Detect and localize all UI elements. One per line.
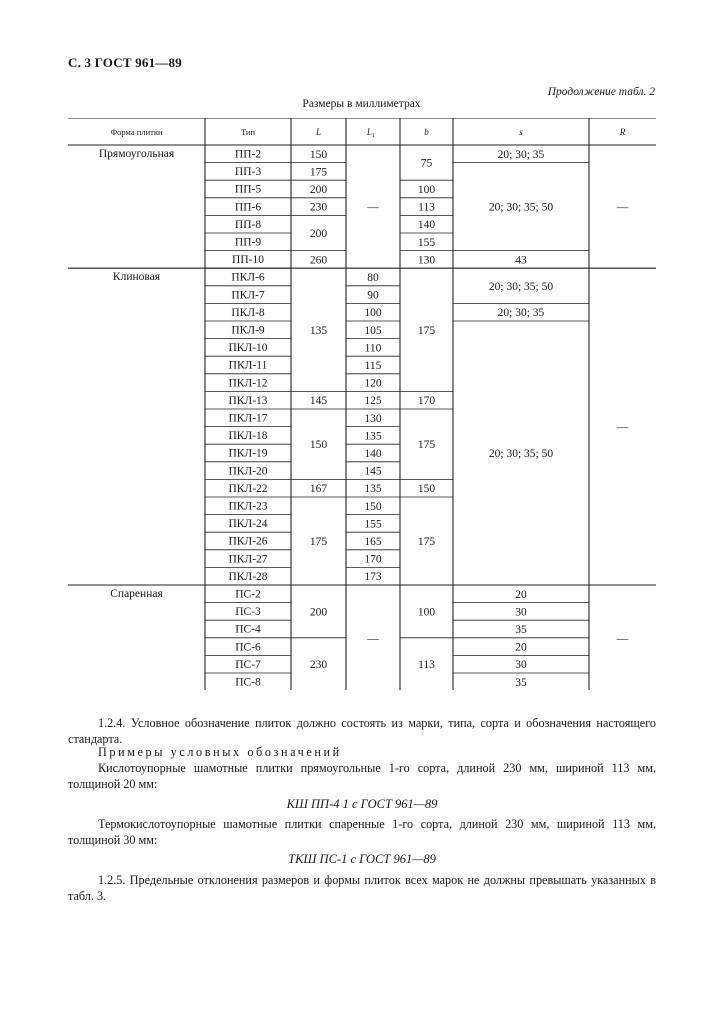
example-1-text: Кислотоупорные шамотные плитки прямоугольные 1-го сорта, длиной 230 мм, шириной 113 мм, толщиной 20 мм: (68, 761, 656, 791)
s-cell: 20 (515, 588, 527, 601)
type-cell: ПКЛ-7 (231, 289, 265, 302)
type-cell: ПКЛ-12 (228, 377, 268, 390)
l1-cell: 165 (364, 536, 382, 548)
l1-cell: 170 (364, 553, 382, 566)
l1-cell: 150 (364, 500, 382, 513)
type-cell: ПС-7 (235, 658, 261, 671)
type-cell: ПС-6 (235, 641, 261, 654)
s-cell: 20; 30; 35 (497, 148, 545, 161)
l1-cell: 125 (364, 395, 382, 408)
l1-cell: 120 (364, 377, 382, 390)
l1-cell: 80 (367, 272, 379, 284)
l1-cell: 100 (364, 307, 382, 320)
b-cell: 175 (417, 439, 436, 452)
l-cell: 145 (309, 395, 328, 408)
s-cell: 20; 30; 35; 50 (488, 448, 554, 460)
b-cell: 75 (420, 157, 433, 170)
paragraph-1-2-5: 1.2.5. Предельные отклонения размеров и формы плиток всех марок не должны превышать указанных в табл. 3. (68, 873, 656, 903)
l1-cell: 105 (364, 324, 382, 337)
l-cell: 200 (309, 606, 328, 619)
b-cell: 175 (417, 536, 436, 548)
type-cell: ПП-5 (234, 183, 262, 196)
header-l: L (315, 127, 322, 137)
type-cell: ПС-2 (235, 588, 261, 601)
s-cell: 30 (515, 606, 527, 619)
example-2-designation: ТКШ ПС-1 с ГОСТ 961—89 (288, 852, 436, 866)
type-cell: ПКЛ-8 (231, 306, 265, 319)
table-continuation-label: Продолжение табл. 2 (547, 86, 655, 98)
l-cell: 175 (309, 166, 328, 179)
type-cell: ПС-3 (235, 606, 261, 619)
dimensions-table (68, 118, 656, 690)
type-cell: ПКЛ-9 (231, 324, 265, 337)
type-cell: ПП-8 (234, 218, 262, 231)
l-cell: 150 (309, 148, 328, 161)
type-cell: ПКЛ-28 (228, 570, 268, 583)
s-cell: 35 (515, 676, 527, 689)
l1-cell: 145 (364, 465, 382, 478)
type-cell: ПКЛ-22 (228, 482, 268, 495)
type-cell: ПКЛ-17 (228, 412, 268, 425)
l-cell: 167 (309, 483, 328, 496)
type-cell: ПС-4 (235, 623, 261, 636)
b-cell: 140 (417, 219, 436, 232)
b-cell: 170 (417, 395, 436, 408)
type-cell: ПКЛ-10 (228, 342, 268, 355)
example-2-text: Термокислотоупорные шамотные плитки спаренные 1-го сорта, длиной 230 мм, шириной 113 мм, толщиной 30 мм: (68, 817, 656, 847)
b-cell: 113 (418, 201, 435, 214)
type-cell: ПКЛ-20 (228, 465, 268, 478)
l1-cell: — (367, 632, 379, 645)
l-cell: 260 (309, 254, 328, 267)
b-cell: 100 (417, 606, 436, 619)
example-1-designation: КШ ПП-4 1 с ГОСТ 961—89 (286, 797, 438, 811)
l1-cell: 135 (364, 483, 382, 496)
type-cell: ПКЛ-11 (228, 359, 268, 372)
paragraph-1-2-4: 1.2.4. Условное обозначение плиток должно состоять из марки, типа, сорта и обозначения настоящего стандарта. (68, 716, 656, 746)
form-rectangular: Прямоугольная (98, 148, 175, 160)
l1-cell: 155 (364, 518, 382, 531)
l1-cell: 173 (364, 571, 382, 584)
b-cell: 130 (417, 254, 436, 267)
form-paired: Спаренная (110, 588, 163, 600)
header-l1: $L_1$ (366, 127, 376, 139)
examples-heading: Примеры условных обозначений (98, 745, 342, 759)
l-cell: 150 (309, 439, 328, 452)
b-cell: 150 (417, 483, 436, 496)
header-s: s (519, 127, 523, 137)
l1-cell: 90 (367, 289, 379, 302)
s-cell: 20; 30; 35; 50 (488, 201, 554, 214)
l-cell: 200 (309, 184, 328, 196)
header-form: Форма плитки (110, 127, 163, 137)
units-caption: Размеры в миллиметрах (302, 98, 421, 110)
header-type: Тип (240, 127, 256, 137)
b-cell: 155 (417, 236, 436, 249)
b-cell: 175 (417, 324, 436, 337)
b-cell: 113 (418, 659, 435, 672)
l-cell: 175 (309, 536, 328, 548)
type-cell: ПКЛ-27 (228, 553, 268, 566)
type-cell: ПКЛ-13 (228, 394, 268, 407)
l-cell: 230 (309, 659, 328, 672)
type-cell: ПП-2 (234, 148, 262, 161)
s-cell: 30 (515, 659, 527, 672)
l1-cell: 115 (364, 360, 382, 372)
form-wedge: Клиновая (112, 271, 161, 284)
l1-cell: 135 (364, 430, 382, 443)
type-cell: ПКЛ-6 (231, 271, 265, 284)
page-header: С. 3 ГОСТ 961—89 (68, 55, 182, 70)
s-cell: 20; 30; 35 (497, 307, 545, 320)
l-cell: 135 (309, 324, 328, 337)
type-cell: ПП-9 (234, 236, 262, 249)
type-cell: ПП-10 (232, 254, 264, 267)
l-cell: 200 (309, 228, 328, 240)
type-cell: ПКЛ-26 (228, 535, 268, 548)
r-cell: — (616, 632, 629, 645)
l-cell: 230 (309, 201, 328, 214)
type-cell: ПКЛ-18 (228, 430, 268, 443)
header-l1-subscript: 1 (371, 132, 376, 139)
l1-cell: 130 (364, 412, 382, 425)
s-cell: 20; 30; 35; 50 (488, 280, 554, 293)
s-cell: 43 (515, 254, 527, 267)
l1-cell: 110 (364, 342, 382, 355)
s-cell: 20 (515, 641, 527, 654)
type-cell: ПС-8 (235, 676, 261, 689)
type-cell: ПКЛ-19 (228, 447, 268, 460)
type-cell: ПП-3 (234, 166, 262, 179)
header-r: R (619, 127, 626, 137)
type-cell: ПКЛ-24 (228, 518, 268, 531)
l1-cell: 140 (364, 448, 382, 460)
b-cell: 100 (417, 184, 436, 196)
l1-cell: — (367, 201, 379, 214)
type-cell: ПКЛ-23 (228, 500, 268, 513)
s-cell: 35 (515, 624, 527, 636)
type-cell: ПП-6 (234, 201, 262, 214)
r-cell: — (616, 201, 629, 214)
header-b: b (424, 127, 429, 137)
r-cell: — (616, 421, 629, 434)
